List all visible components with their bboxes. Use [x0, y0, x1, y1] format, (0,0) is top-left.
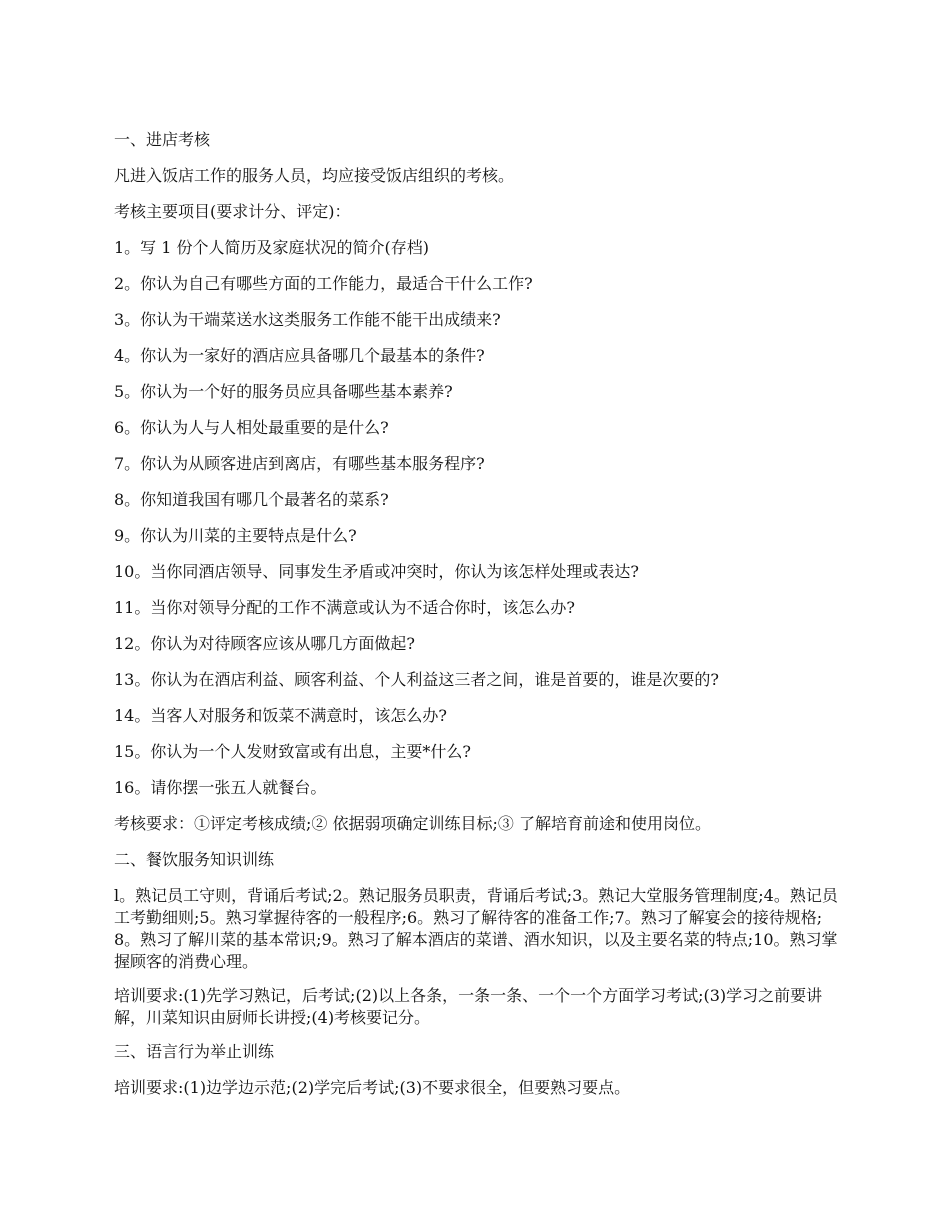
section2-title: 二、餐饮服务知识训练	[114, 850, 275, 869]
list-item: 11。当你对领导分配的工作不满意或认为不适合你时，该怎么办?	[114, 598, 575, 617]
list-item: 7。你认为从顾客进店到离店，有哪些基本服务程序?	[114, 454, 485, 473]
list-item: 3。你认为干端菜送水这类服务工作能不能干出成绩来?	[114, 310, 501, 329]
section1-items-heading: 考核主要项目(要求计分、评定)：	[114, 202, 351, 221]
section3-title: 三、语言行为举止训练	[114, 1042, 275, 1061]
list-item: 8。你知道我国有哪几个最著名的菜系?	[114, 490, 389, 509]
list-item: 10。当你同酒店领导、同事发生矛盾或冲突时，你认为该怎样处理或表达?	[114, 562, 639, 581]
list-item: 13。你认为在酒店利益、顾客利益、个人利益这三者之间，谁是首要的，谁是次要的?	[114, 670, 719, 689]
section1-intro: 凡进入饭店工作的服务人员，均应接受饭店组织的考核。	[114, 166, 515, 185]
section1-title: 一、进店考核	[114, 130, 211, 149]
list-item: 14。当客人对服务和饭菜不满意时，该怎么办?	[114, 706, 447, 725]
list-item: 9。你认为川菜的主要特点是什么?	[114, 526, 357, 545]
section1-requirements: 考核要求：①评定考核成绩;② 依据弱项确定训练目标;③ 了解培育前途和使用岗位。	[114, 814, 711, 833]
list-item: 6。你认为人与人相处最重要的是什么?	[114, 418, 389, 437]
section2-content: l。熟记员工守则，背诵后考试;2。熟记服务员职责，背诵后考试;3。熟记大堂服务管理制度;4。熟记员工考勤细则;5。熟习掌握待客的一般程序;6。熟习了解待客的准备工作;7。熟习了解宴会的接待规格;8。熟习了解川菜的基本常识;9。熟习了解本酒店的菜谱、酒水知识，以及主要名菜的特点;10。熟习掌握顾客的消费心理。	[114, 886, 838, 971]
section2-requirements: 培训要求:(1)先学习熟记，后考试;(2)以上各条，一条一条、一个一个方面学习考试;(3)学习之前要讲解，川菜知识由厨师长讲授;(4)考核要记分。	[114, 986, 823, 1027]
list-item: 16。请你摆一张五人就餐台。	[114, 778, 327, 797]
list-item: 12。你认为对待顾客应该从哪几方面做起?	[114, 634, 415, 653]
section3-requirements: 培训要求:(1)边学边示范;(2)学完后考试;(3)不要求很全，但要熟习要点。	[114, 1078, 631, 1097]
list-item: 5。你认为一个好的服务员应具备哪些基本素养?	[114, 382, 453, 401]
list-item: 15。你认为一个人发财致富或有出息，主要*什么?	[114, 742, 471, 761]
assessment-item-list	[114, 237, 842, 799]
document-page	[114, 129, 842, 1113]
list-item: 2。你认为自己有哪些方面的工作能力，最适合干什么工作?	[114, 274, 533, 293]
list-item: 1。写 1 份个人简历及家庭状况的简介(存档)	[114, 238, 430, 257]
list-item: 4。你认为一家好的酒店应具备哪几个最基本的条件?	[114, 346, 485, 365]
